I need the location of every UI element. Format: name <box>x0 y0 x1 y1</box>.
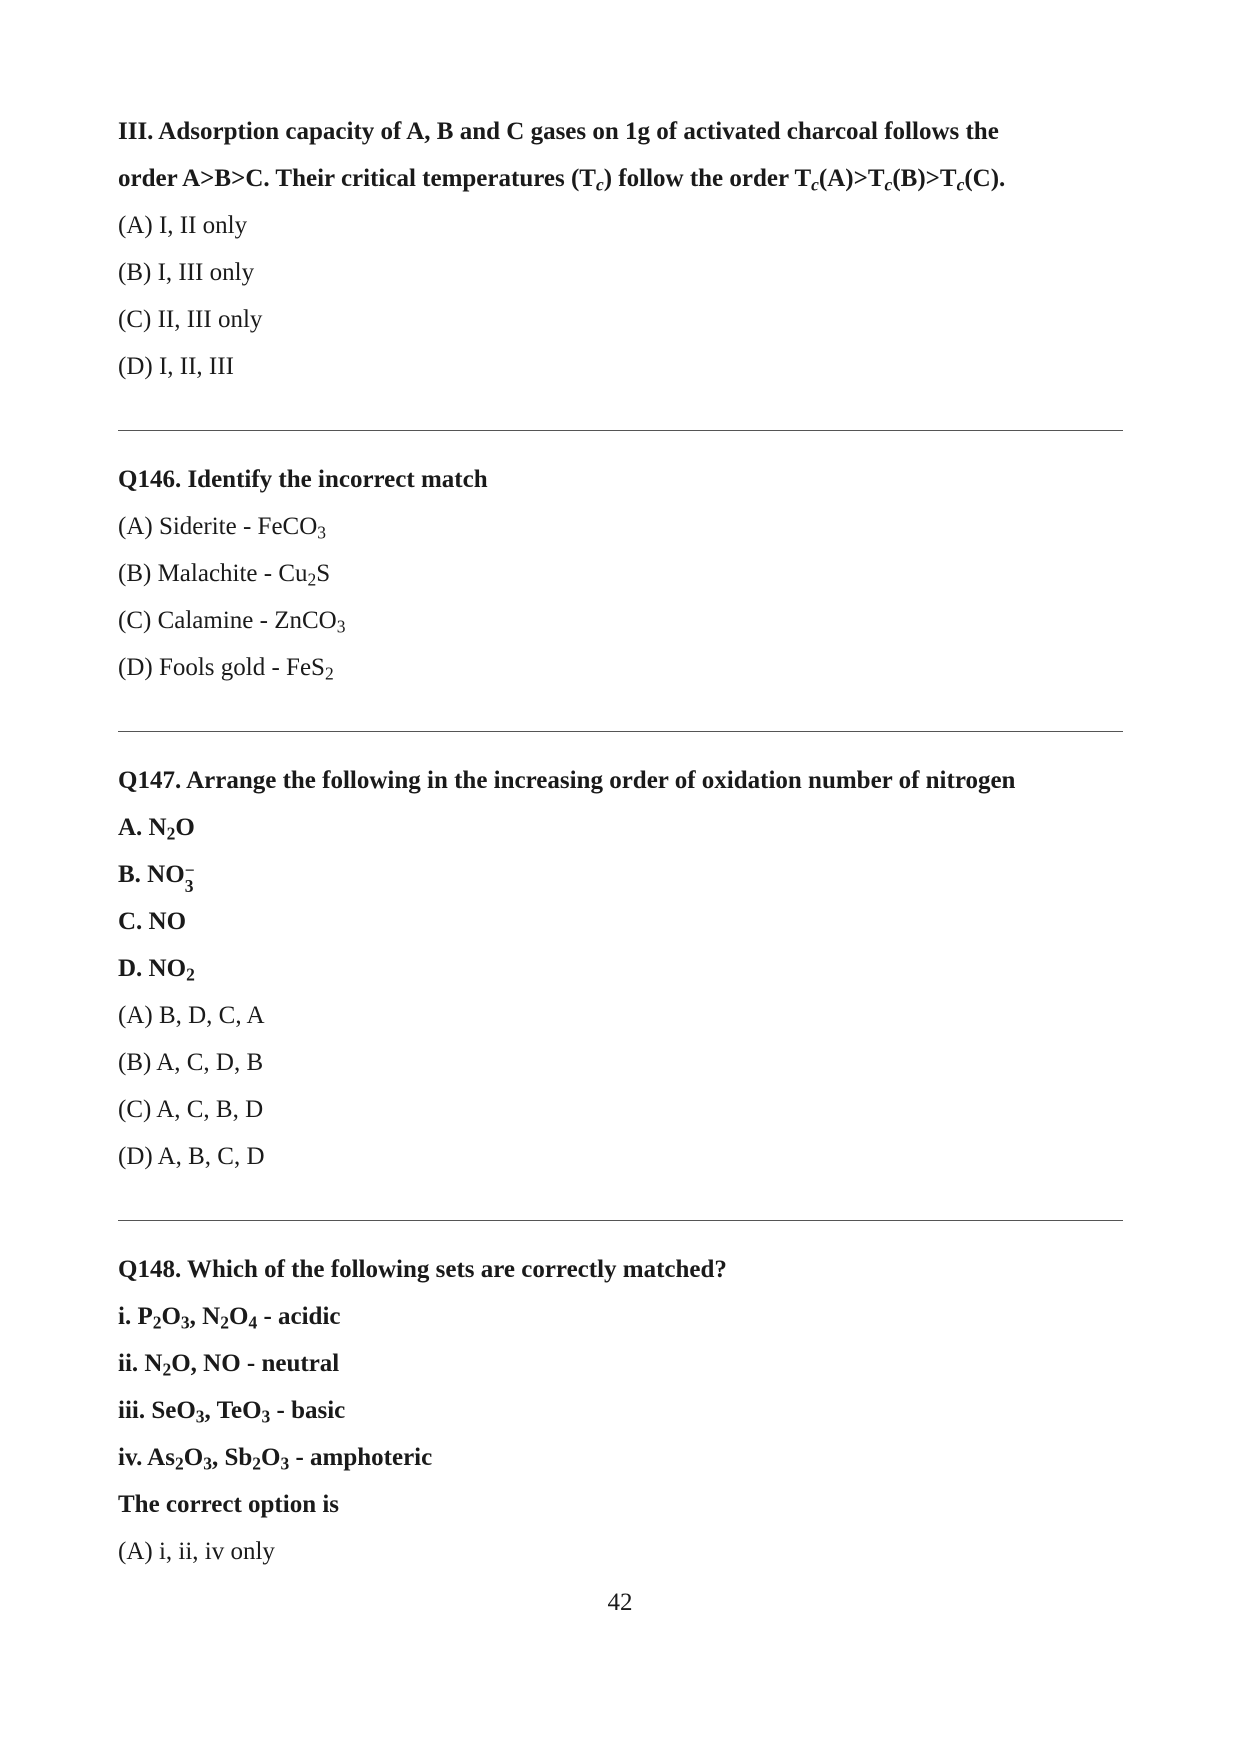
q148-item-iii: iii. SeO$_3$, TeO$_3$ - basic <box>118 1397 346 1427</box>
question-page <box>118 108 1123 1575</box>
option-c: (C) II, III only <box>118 306 263 333</box>
q146-option-b: (B) Malachite - $Cu_2S$ <box>118 560 331 590</box>
q148-prompt: The correct option is <box>118 1491 340 1518</box>
q147-item-b: B. NO − 3 <box>118 860 195 897</box>
q146-option-a: (A) Siderite - FeCO$_3$ <box>118 513 327 543</box>
q148-item-iv: iv. $As_2O_3$, $Sb_2O_3$ - amphoteric <box>118 1444 433 1474</box>
q147-item-a: A. $N_2O$ <box>118 814 195 844</box>
q146-option-d: (D) Fools gold - FeS$_2$ <box>118 654 334 684</box>
q147-item-d: D. $NO_2$ <box>118 955 195 985</box>
q148-item-i: i. $P_2O_3$, $N_2O_4$ - acidic <box>118 1303 341 1333</box>
q147-option-b: (B) A, C, D, B <box>118 1049 264 1076</box>
q146-option-c: (C) Calamine - ZnCO$_3$ <box>118 607 346 637</box>
q146-question: Q146. Identify the incorrect match <box>118 466 488 493</box>
q147-option-c: (C) A, C, B, D <box>118 1096 264 1123</box>
option-a: (A) I, II only <box>118 212 248 239</box>
statement-iii-line1: III. Adsorption capacity of A, B and C gases on 1g of activated charcoal follows the <box>118 118 999 145</box>
q148-question: Q148. Which of the following sets are correctly matched? <box>118 1256 727 1283</box>
q147-option-a: (A) B, D, C, A <box>118 1002 265 1029</box>
page-number: 42 <box>607 1589 633 1616</box>
statement-iii-line2: order A>B>C. Their critical temperatures $(T_c)$ follow the order $T_c(A)>T_c(B)>T_c(C)$. <box>118 165 1006 195</box>
q147-item-c: C. NO <box>118 908 187 935</box>
q148-option-a: (A) i, ii, iv only <box>118 1538 275 1565</box>
option-d: (D) I, II, III <box>118 353 234 380</box>
q147-question: Q147. Arrange the following in the increasing order of oxidation number of nitrogen <box>118 767 1016 794</box>
option-b: (B) I, III only <box>118 259 255 286</box>
q148-item-ii: ii. $N_2O$, NO - neutral <box>118 1350 340 1380</box>
q147-option-d: (D) A, B, C, D <box>118 1143 265 1170</box>
